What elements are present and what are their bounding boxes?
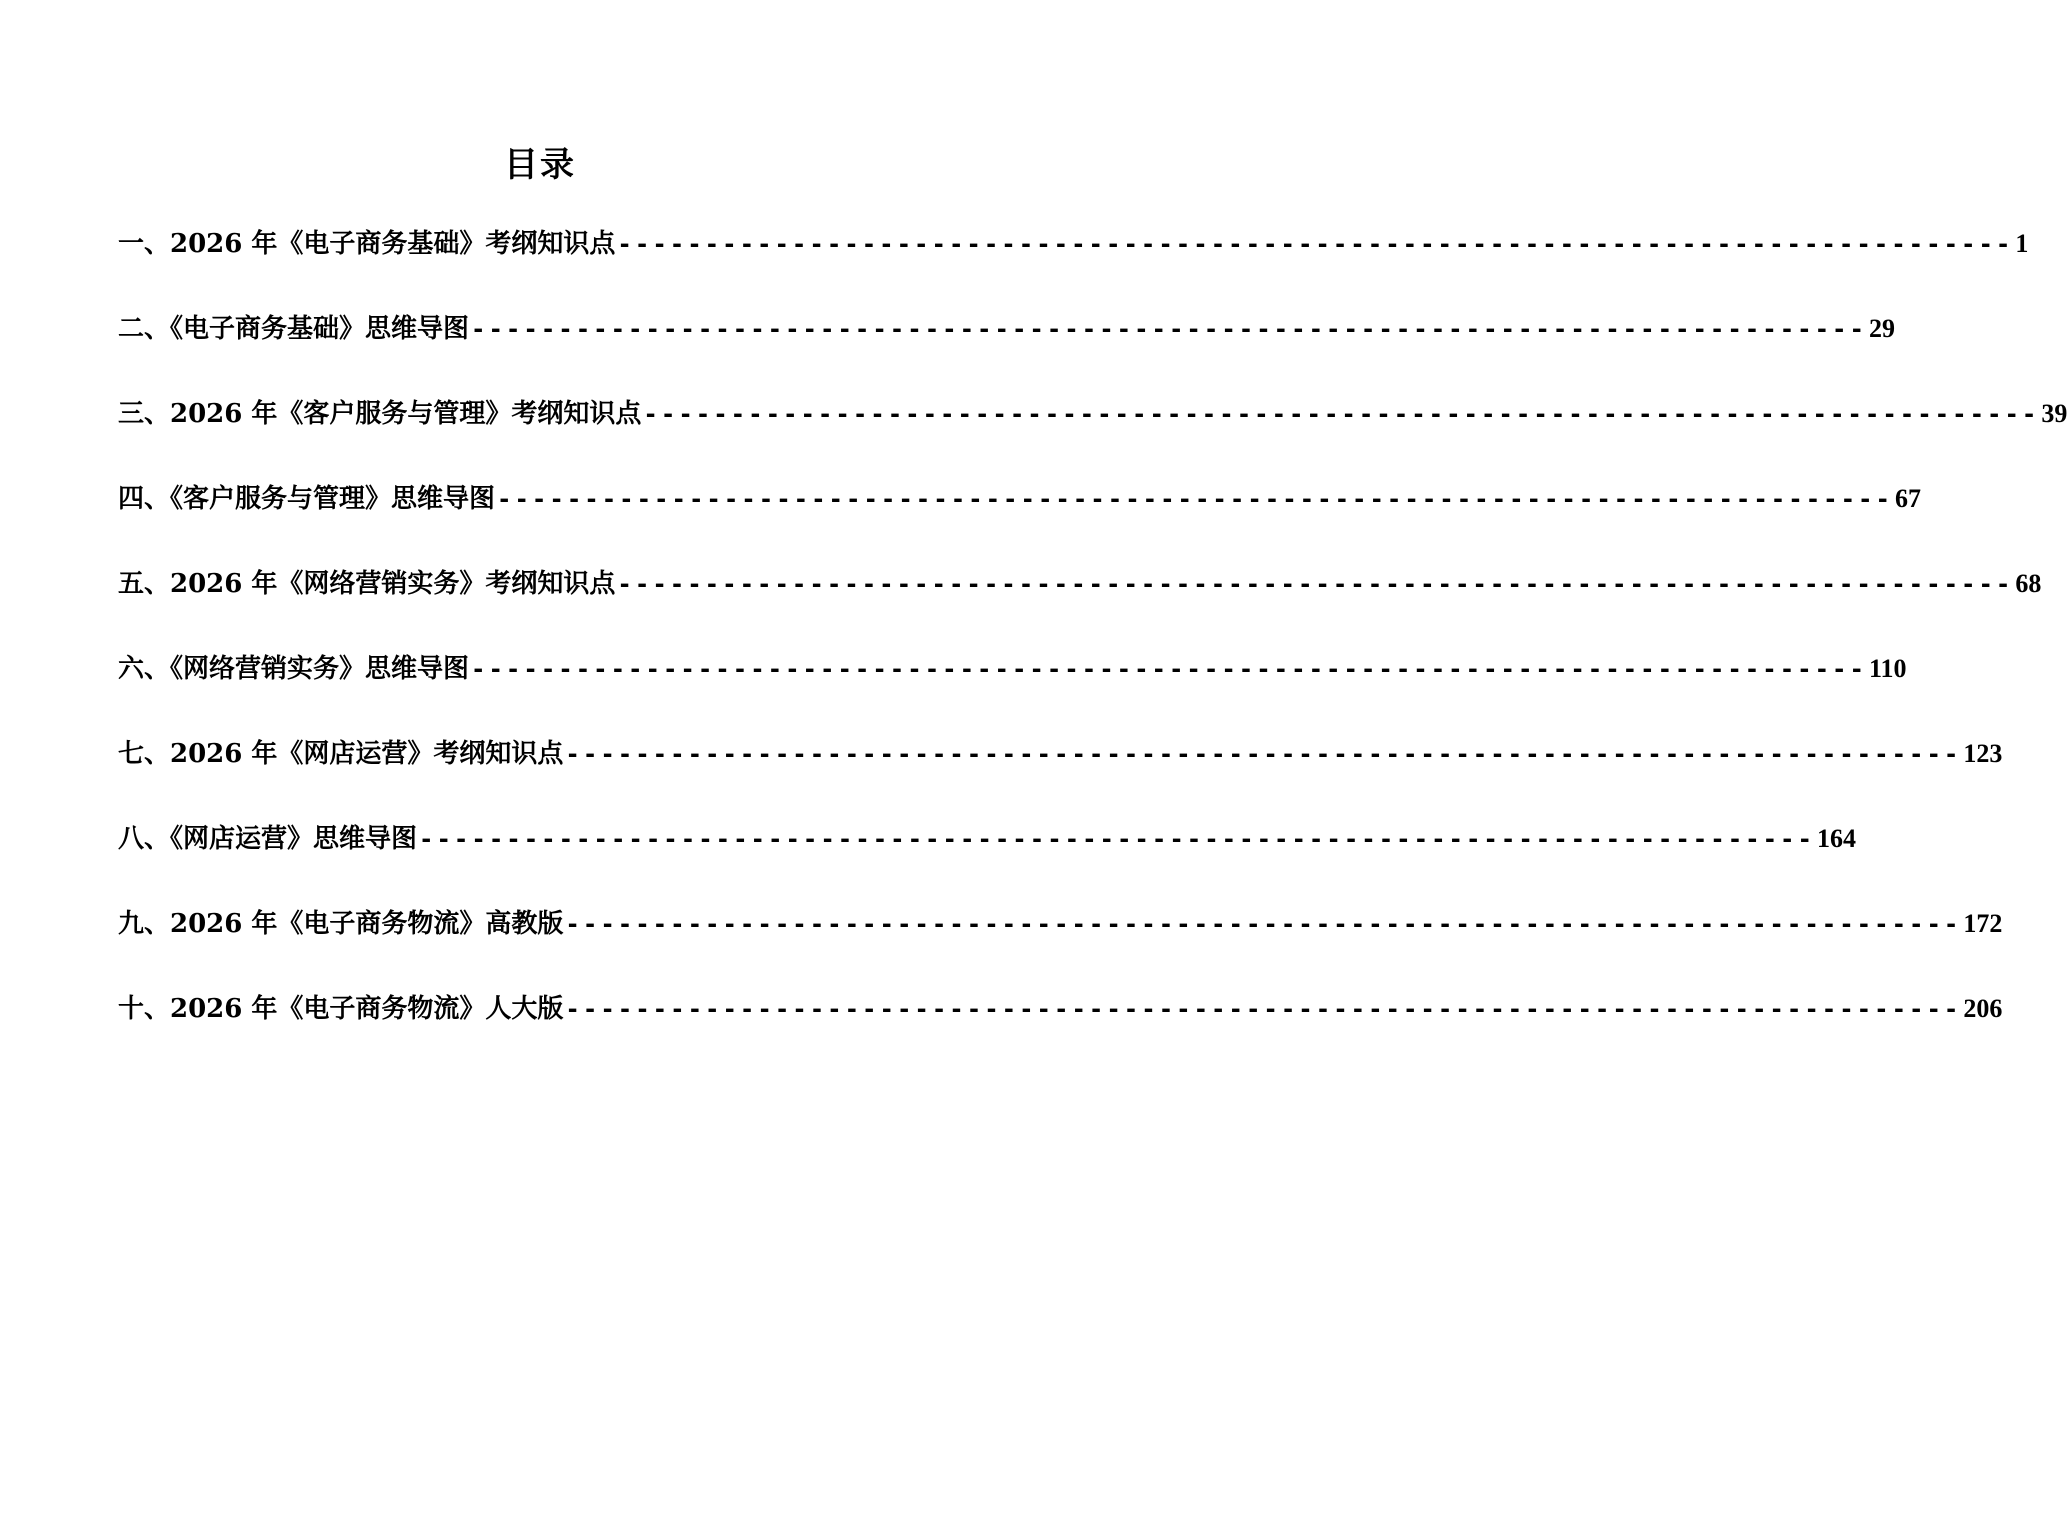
toc-entry-9[interactable] bbox=[118, 902, 2003, 987]
toc-entry-page-number: 67 bbox=[1894, 484, 1921, 513]
dot-leader: -------------------------------------------------------------------------------- bbox=[471, 655, 1867, 683]
page-title: 目录 bbox=[504, 145, 576, 185]
toc-entry-4[interactable] bbox=[118, 477, 1921, 562]
toc-entry-title: 二、《电子商务基础》思维导图 bbox=[118, 314, 470, 344]
dot-leader: -------------------------------------------------------------------------------- bbox=[617, 570, 2014, 598]
toc-entry-10[interactable] bbox=[118, 987, 2003, 1072]
toc-entry-page-number: 1 bbox=[2015, 229, 2029, 258]
toc-entry-page-number: 164 bbox=[1816, 824, 1856, 853]
toc-entry-title: 五、2026 年《网络营销实务》考纲知识点 bbox=[118, 569, 616, 599]
toc-entry-title: 一、2026 年《电子商务基础》考纲知识点 bbox=[118, 229, 616, 259]
toc-entry-title: 六、《网络营销实务》思维导图 bbox=[118, 654, 470, 684]
toc-entry-title: 八、《网店运营》思维导图 bbox=[118, 824, 418, 854]
toc-entry-2[interactable] bbox=[118, 307, 1895, 392]
toc-entry-page-number: 110 bbox=[1868, 654, 1907, 683]
toc-entry-page-number: 206 bbox=[1963, 994, 2003, 1023]
dot-leader: -------------------------------------------------------------------------------- bbox=[617, 230, 2014, 258]
dot-leader: -------------------------------------------------------------------------------- bbox=[497, 485, 1893, 513]
toc-entry-title: 四、《客户服务与管理》思维导图 bbox=[118, 484, 496, 514]
dot-leader: -------------------------------------------------------------------------------- bbox=[419, 825, 1815, 853]
toc-entry-8[interactable] bbox=[118, 817, 1856, 902]
toc-entry-page-number: 123 bbox=[1963, 739, 2003, 768]
toc-entry-1[interactable] bbox=[118, 222, 2029, 307]
toc-entry-page-number: 39 bbox=[2041, 399, 2067, 428]
toc-entry-title: 三、2026 年《客户服务与管理》考纲知识点 bbox=[118, 399, 642, 429]
dot-leader: -------------------------------------------------------------------------------- bbox=[565, 740, 1962, 768]
toc-entry-page-number: 29 bbox=[1868, 314, 1895, 343]
toc-entry-title: 七、2026 年《网店运营》考纲知识点 bbox=[118, 739, 564, 769]
toc-entry-title: 九、2026 年《电子商务物流》高教版 bbox=[118, 909, 564, 939]
dot-leader: -------------------------------------------------------------------------------- bbox=[565, 910, 1962, 938]
toc-entry-5[interactable] bbox=[118, 562, 2042, 647]
dot-leader: -------------------------------------------------------------------------------- bbox=[565, 995, 1962, 1023]
toc-entry-7[interactable] bbox=[118, 732, 2003, 817]
dot-leader: -------------------------------------------------------------------------------- bbox=[643, 400, 2040, 428]
toc-entry-page-number: 68 bbox=[2015, 569, 2042, 598]
toc-entry-3[interactable] bbox=[118, 392, 2067, 477]
dot-leader: -------------------------------------------------------------------------------- bbox=[471, 315, 1867, 343]
toc-entry-title: 十、2026 年《电子商务物流》人大版 bbox=[118, 994, 564, 1024]
table-of-contents bbox=[118, 222, 2067, 1072]
toc-entry-page-number: 172 bbox=[1963, 909, 2003, 938]
toc-entry-6[interactable] bbox=[118, 647, 1907, 732]
